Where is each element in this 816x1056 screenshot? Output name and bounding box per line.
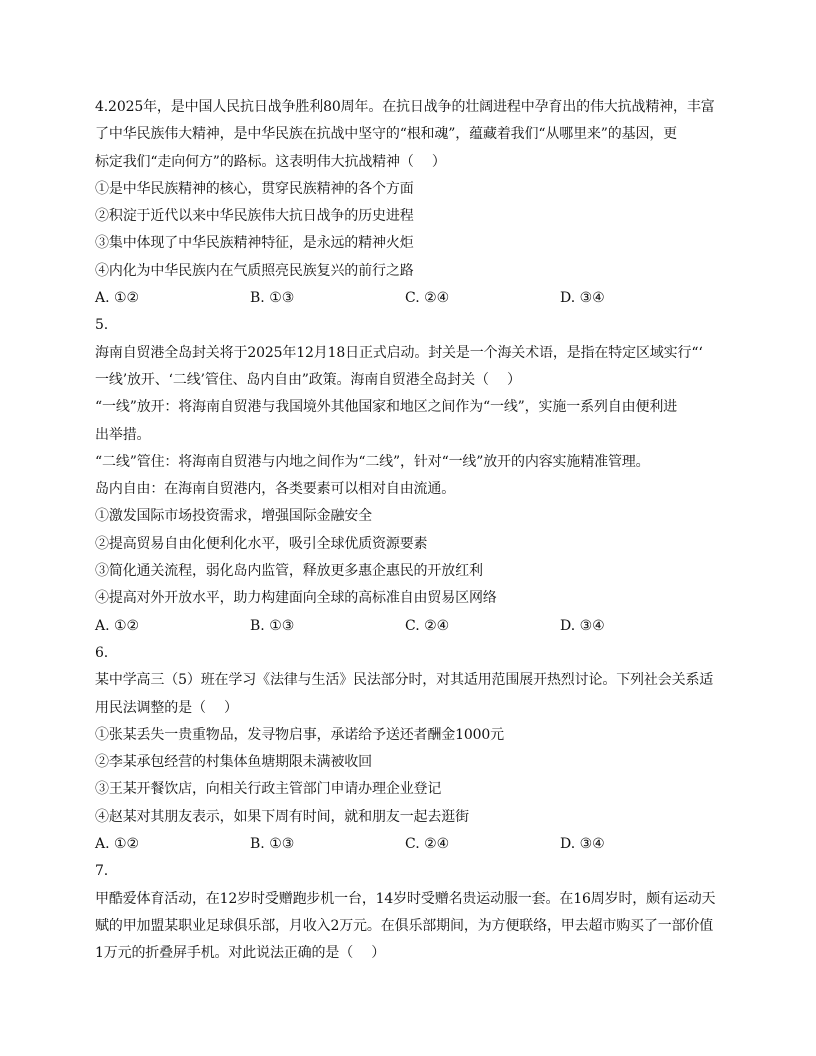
question-6-stem-line-2: 用民法调整的是（ ） — [95, 699, 238, 716]
option-c: C. ②④ — [405, 617, 450, 634]
question-4-options — [95, 285, 720, 312]
question-7 — [95, 858, 720, 967]
question-6-statement-3: ③王某开餐饮店，向相关行政主管部门申请办理企业登记 — [95, 781, 442, 798]
question-5-statement-1: ①激发国际市场投资需求，增强国际金融安全 — [95, 508, 372, 525]
option-d: D. ③④ — [560, 617, 605, 634]
question-5-options — [95, 613, 720, 640]
option-a: A. ①② — [95, 617, 140, 634]
question-4-statement-2: ②积淀于近代以来中华民族伟大抗日战争的历史进程 — [95, 208, 414, 225]
question-7-number: 7. — [95, 863, 109, 880]
option-c: C. ②④ — [405, 836, 450, 853]
question-6-options — [95, 831, 720, 858]
option-d: D. ③④ — [560, 290, 605, 307]
question-5-statement-2: ②提高贸易自由化便利化水平，吸引全球优质资源要素 — [95, 535, 428, 552]
question-5-stem-line-1: 海南自贸港全岛封关将于2025年12月18日正式启动。封关是一个海关术语，是指在特定区域实行“‘ — [95, 344, 703, 361]
question-5-stem-line-2: 一线’放开、‘二线’管住、岛内自由”政策。海南自贸港全岛封关（ ） — [95, 371, 521, 388]
question-4-stem-line-1: 4.2025年，是中国人民抗日战争胜利80周年。在抗日战争的壮阔进程中孕育出的伟大抗战精神，丰富 — [95, 99, 715, 115]
question-5-statement-3: ③简化通关流程，弱化岛内监管，释放更多惠企惠民的开放红利 — [95, 563, 483, 580]
question-6 — [95, 640, 720, 858]
question-7-stem-line-3: 1万元的折叠屏手机。对此说法正确的是（ ） — [95, 945, 386, 962]
question-5-number: 5. — [95, 317, 109, 334]
question-7-stem-line-1: 甲酷爱体育活动，在12岁时受赠跑步机一台，14岁时受赠名贵运动服一套。在16周岁时，颇有运动天 — [95, 890, 716, 907]
question-4-statement-1: ①是中华民族精神的核心，贯穿民族精神的各个方面 — [95, 180, 414, 197]
question-5-statement-4: ④提高对外开放水平，助力构建面向全球的高标准自由贸易区网络 — [95, 590, 497, 607]
option-a: A. ①② — [95, 836, 140, 853]
question-6-number: 6. — [95, 644, 109, 661]
option-d: D. ③④ — [560, 836, 605, 853]
option-c: C. ②④ — [405, 290, 450, 307]
question-5-material-line-3: “二线”管住：将海南自贸港与内地之间作为“二线”，针对“一线”放开的内容实施精准管理。 — [95, 453, 650, 470]
option-a: A. ①② — [95, 290, 140, 307]
question-5-material-line-4: 岛内自由：在海南自贸港内，各类要素可以相对自由流通。 — [95, 481, 456, 498]
option-b: B. ①③ — [250, 836, 295, 853]
question-6-statement-1: ①张某丢失一贵重物品，发寻物启事，承诺给予送还者酬金1000元 — [95, 726, 504, 743]
question-6-stem-line-1: 某中学高三（5）班在学习《法律与生活》民法部分时，对其适用范围展开热烈讨论。下列社会关系适 — [95, 672, 714, 689]
question-4-statement-3: ③集中体现了中华民族精神特征，是永远的精神火炬 — [95, 235, 414, 252]
question-4-stem-line-3: 标定我们“走向何方”的路标。这表明伟大抗战精神（ ） — [95, 153, 446, 170]
question-7-stem-line-2: 赋的甲加盟某职业足球俱乐部，月收入2万元。在俱乐部期间，为方便联络，甲去超市购买了一部价值 — [95, 917, 714, 934]
option-b: B. ①③ — [250, 290, 295, 307]
question-6-statement-4: ④赵某对其朋友表示，如果下周有时间，就和朋友一起去逛街 — [95, 808, 469, 825]
question-6-statement-2: ②李某承包经营的村集体鱼塘期限未满被收回 — [95, 754, 372, 771]
question-4-stem-line-2: 了中华民族伟大精神，是中华民族在抗战中坚守的“根和魂”，蕴藏着我们“从哪里来”的基因，更 — [95, 126, 678, 143]
question-5 — [95, 312, 720, 640]
question-5-material-line-2: 出举措。 — [95, 426, 151, 443]
question-5-material-line-1: “一线”放开：将海南自贸港与我国境外其他国家和地区之间作为“一线”，实施一系列自由便利进 — [95, 399, 678, 416]
question-4-statement-4: ④内化为中华民族内在气质照亮民族复兴的前行之路 — [95, 262, 414, 279]
option-b: B. ①③ — [250, 617, 295, 634]
question-4 — [95, 94, 720, 312]
